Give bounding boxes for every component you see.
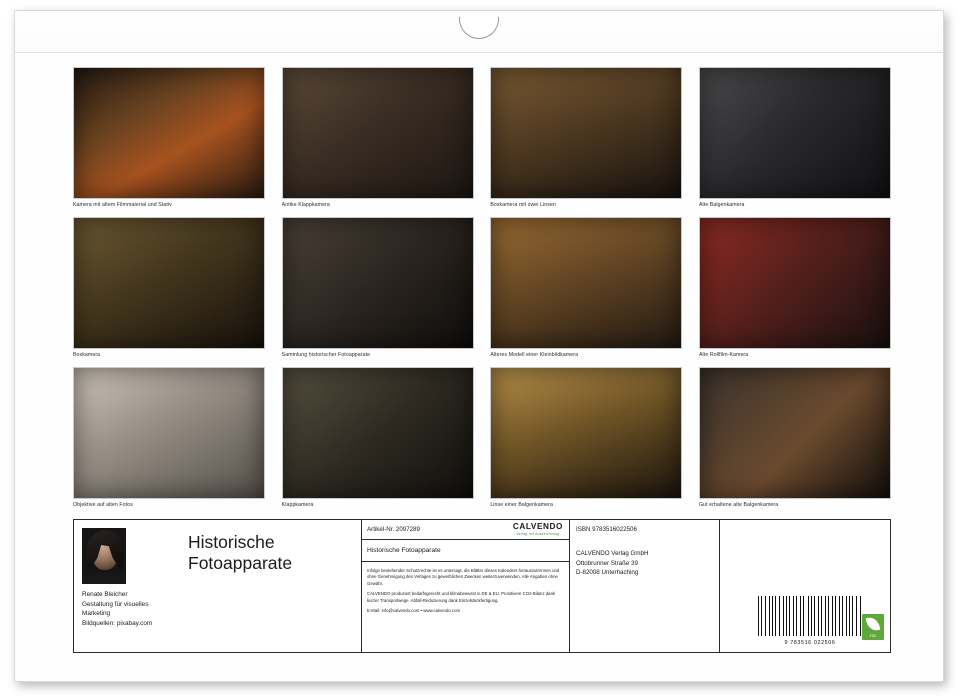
photo-cell[interactable] [699,67,891,209]
photo-vignette [491,68,681,198]
publisher-street: Ottobrunner Straße 39 [576,559,638,567]
photo-vignette [700,218,890,348]
photo-caption: Kamera mit altem Filmmaterial und Stativ [73,202,172,208]
photo-caption: Objektive auf alten Fotos [73,501,133,508]
calendar-title-line2: Fotoapparate [188,553,293,574]
article-number: Artikel-Nr. 2097289 [367,526,420,533]
legal-paragraph-3: E-Mail: info@calvendo.com • www.calvendo.com [367,608,461,614]
barcode-block [720,520,890,652]
photo-cell[interactable] [490,67,682,209]
photo-caption: Boxkamera [73,351,101,358]
publisher-address [576,549,713,578]
calendar-title-line1: Historische [188,532,275,552]
photo-cell[interactable] [73,217,265,359]
photo-caption: Alte Rollfilm-Kamera [698,351,749,358]
photo-vignette [74,68,264,198]
photo-caption: Boxkamera mit zwei Linsen [490,202,556,208]
author-role-line1: Gestaltung für visuelles [82,600,149,608]
calendar-sheet [14,10,944,682]
photo-image[interactable] [490,367,682,499]
photo-cell[interactable] [73,367,265,509]
photo-caption: Gut erhaltene alte Balgenkamera [698,501,779,508]
photo-caption: Sammlung historischer Fotoapparate [281,351,371,358]
photo-cell[interactable] [73,67,265,209]
photo-caption: Alte Balgenkamera [698,202,745,208]
photo-image[interactable] [73,367,265,499]
photo-vignette [491,368,681,498]
publisher-block [570,520,720,652]
photo-caption: Antike Klappkamera [281,202,330,208]
photo-image[interactable] [73,217,265,349]
publisher-city: D-82008 Unterhaching [576,569,639,577]
author-credit [82,590,152,628]
photo-image[interactable] [282,67,474,199]
photo-vignette [491,218,681,348]
photo-vignette [74,218,264,348]
calvendo-logo [513,523,563,537]
photo-image[interactable] [282,217,474,349]
photo-vignette [700,68,890,198]
sheet-inner [15,11,943,681]
photo-image[interactable] [73,67,265,199]
photo-cell[interactable] [282,367,474,509]
product-title-row [362,540,569,562]
wire-binding-strip [15,11,943,53]
footer-info-band [73,519,891,653]
photo-vignette [283,218,473,348]
photo-cell[interactable] [490,367,682,509]
calvendo-logo-tagline: Verlag mit Auszeichnung [516,532,560,537]
photo-vignette [700,368,890,498]
author-avatar [82,528,126,584]
photo-row [73,217,891,359]
calendar-title [188,532,292,575]
photo-image[interactable] [699,67,891,199]
image-source: Bildquellen: pixabay.com [82,619,153,627]
photo-vignette [283,68,473,198]
photo-caption: Älteres Modell einer Kleinbildkamera [490,351,579,358]
author-role-line2: Marketing [82,610,111,618]
photo-vignette [74,368,264,498]
photo-caption: Klappkamera [281,501,314,508]
article-number-row [362,520,569,540]
author-name: Renate Bleicher [82,591,128,598]
publisher-name: CALVENDO Verlag GmbH [576,550,649,557]
photo-cell[interactable] [490,217,682,359]
fsc-label: FSC [869,634,877,638]
product-title: Historische Fotoapparate [367,547,441,554]
photo-cell[interactable] [282,217,474,359]
title-block [74,520,362,652]
fsc-leaf-shape [866,616,881,632]
photo-image[interactable] [699,217,891,349]
photo-image[interactable] [490,217,682,349]
avatar-shoulder [82,572,126,584]
photo-cell[interactable] [699,367,891,509]
legal-paragraph-2: CALVENDO produziert bedarfsgerecht und klimabewusst in DE & EU. Prositivere CO2-Bilanz dank kurzer Transportwege. Abfall-Reduzierung dank Einzelstückfertigung. [367,591,556,603]
hanger-hook-icon [459,17,499,39]
photo-image[interactable] [699,367,891,499]
legal-paragraph-1: Infolge bestehender Schutzrechte ist es untersagt, die Blätter dieses Kalenders herauszutrennen und ohne Genehmigung des Verlages zu gewerblichen Zwecken weiterzuverwenden. Alle Angaben ohne Gewähr. [367,568,560,586]
photo-row [73,67,891,209]
photo-image[interactable] [490,67,682,199]
article-block [362,520,570,652]
photo-cell[interactable] [699,217,891,359]
photo-image[interactable] [282,367,474,499]
isbn-number: ISBN 9783516022506 [576,526,637,533]
photo-vignette [283,368,473,498]
fsc-eco-icon [862,614,884,640]
photo-caption: Linse einer Balgenkamera [490,501,553,508]
photo-cell[interactable] [282,67,474,209]
photo-grid [73,67,891,516]
calvendo-logo-name: CALVENDO [512,522,563,531]
photo-row [73,367,891,509]
barcode-number: 9 783516 022506 [784,640,836,646]
legal-text-block [362,562,569,652]
barcode-image [758,596,862,636]
